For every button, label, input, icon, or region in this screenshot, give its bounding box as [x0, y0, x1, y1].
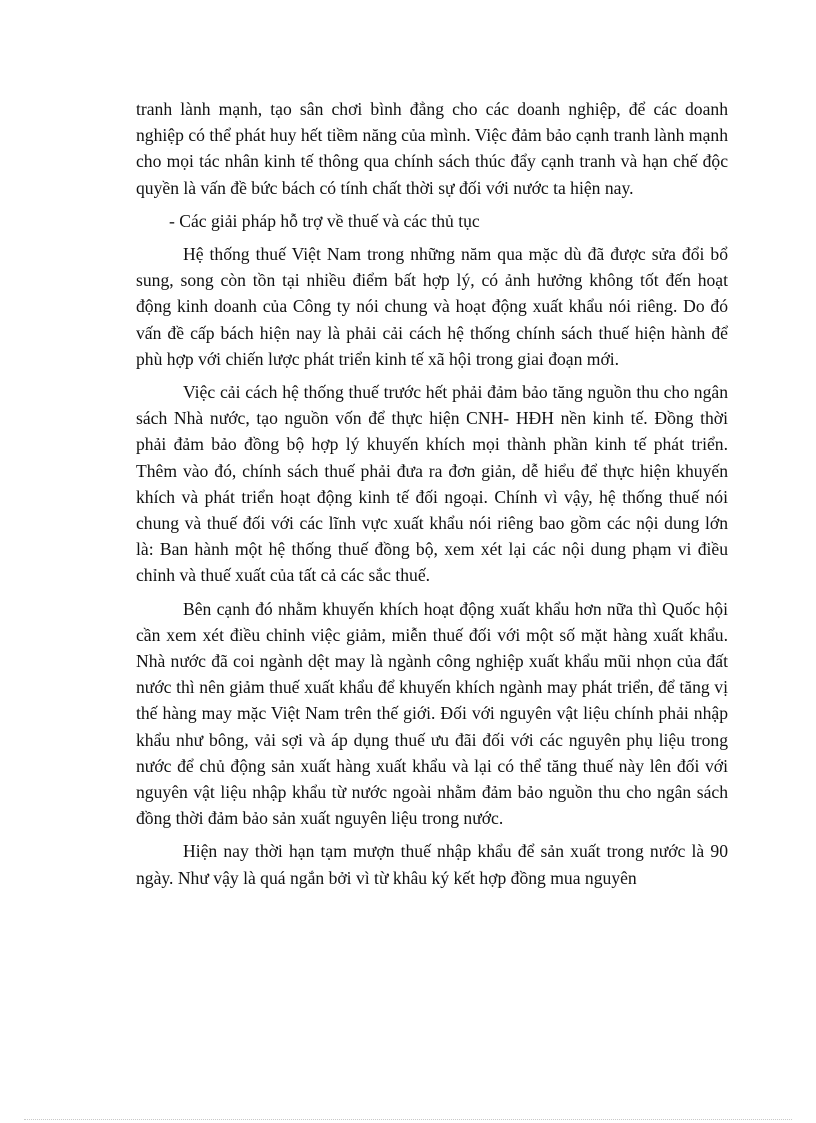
paragraph-export-incentives: Bên cạnh đó nhằm khuyến khích hoạt động xuất khẩu hơn nữa thì Quốc hội cần xem xét điều chỉnh việc giảm, miễn thuế đối với một số mặt hàng xuất khẩu. Nhà nước đã coi ngành dệt may là ngành công nghiệp xuất khẩu mũi nhọn của đất nước thì nên giảm thuế xuất khẩu để khuyến khích ngành may phát triển, để tăng vị thế hàng may mặc Việt Nam trên thế giới. Đối với nguyên vật liệu chính phải nhập khẩu như bông, vải sợi và áp dụng thuế ưu đãi đối với các nguyên phụ liệu trong nước để chủ động sản xuất hàng xuất khẩu và lại có thể tăng thuế này lên đối với nguyên vật liệu nhập khẩu từ nước ngoài nhằm đảm bảo nguồn thu cho ngân sách đồng thời đảm bảo sản xuất nguyên liệu trong nước. [136, 598, 728, 829]
document-page [136, 96, 728, 898]
paragraph-tax-reform: Việc cải cách hệ thống thuế trước hết phải đảm bảo tăng nguồn thu cho ngân sách Nhà nước, tạo nguồn vốn để thực hiện CNH- HĐH nền kinh tế. Đồng thời phải đảm bảo đồng bộ hợp lý khuyến khích mọi thành phần kinh tế phát triển. Thêm vào đó, chính sách thuế phải đưa ra đơn giản, dễ hiểu để thực hiện khuyến khích và phát triển hoạt động kinh tế đối ngoại. Chính vì vậy, hệ thống thuế nói chung và thuế đối với các lĩnh vực xuất khẩu nói riêng bao gồm các nội dung lớn là: Ban hành một hệ thống thuế đồng bộ, xem xét lại các nội dung phạm vi điều chỉnh và thuế xuất của tất cả các sắc thuế. [136, 382, 728, 586]
page-bottom-divider [24, 1119, 792, 1120]
section-subheading-tax-solutions: - Các giải pháp hỗ trợ về thuế và các thủ tục [169, 210, 480, 231]
paragraph-tax-system-overview: Hệ thống thuế Việt Nam trong những năm qua mặc dù đã được sửa đổi bổ sung, song còn tồn tại nhiều điểm bất hợp lý, có ảnh hưởng không tốt đến hoạt động kinh doanh của Công ty nói chung và hoạt động xuất khẩu nói riêng. Do đó vấn đề cấp bách hiện nay là phải cải cách hệ thống chính sách thuế hiện hành để phù hợp với chiến lược phát triển kinh tế xã hội trong giai đoạn mới. [136, 244, 728, 369]
paragraph-import-tax-deferral: Hiện nay thời hạn tạm mượn thuế nhập khẩu để sản xuất trong nước là 90 ngày. Như vậy là quá ngắn bởi vì từ khâu ký kết hợp đồng mua nguyên [136, 841, 728, 888]
paragraph-competition-continuation: tranh lành mạnh, tạo sân chơi bình đẳng cho các doanh nghiệp, để các doanh nghiệp có thể phát huy hết tiềm năng của mình. Việc đảm bảo cạnh tranh lành mạnh cho mọi tác nhân kinh tế thông qua chính sách thúc đẩy cạnh tranh và hạn chế độc quyền là vấn đề bức bách có tính chất thời sự đối với nước ta hiện nay. [136, 99, 728, 198]
